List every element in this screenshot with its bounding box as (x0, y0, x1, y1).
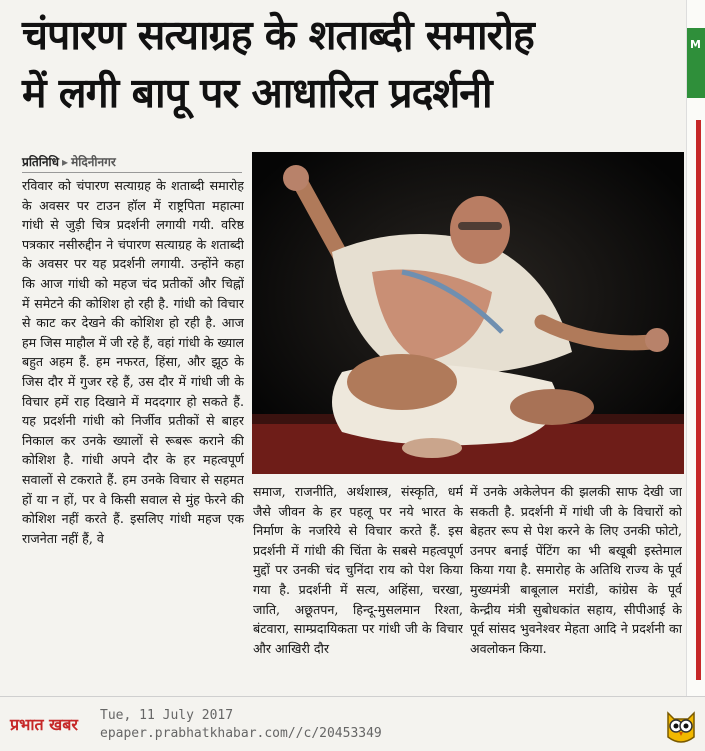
byline (22, 153, 116, 170)
footer-meta (100, 707, 382, 743)
arrow-right-icon: ▸ (62, 155, 69, 169)
article-column-1: रविवार को चंपारण सत्याग्रह के शताब्दी समारोह के अवसर पर टाउन हॉल में राष्ट्रपिता महात्मा गांधी से जुड़ी चित्र प्रदर्शनी लगायी गयी. वरिष्ठ पत्रकार नसीरुद्दीन ने चंपारण सत्याग्रह के शताब्दी के अवसर पर यह प्रदर्शनी लगायी. उन्होंने कहा कि आज गांधी को महज चंद प्रतीकों और चिह्नों में समेटने की कोशिश हो रही है. गांधी को विचार से काट कर देखने की कोशिश हो रही है. आज हम जिस माहौल में जी रहे हैं, वहां गांधी के ख्याल बहुत अहम हैं. हम नफरत, हिंसा, और झूठ के जिस दौर में गुजर रहे हैं, उस दौर में गांधी जी के विचार हमें राह दिखाने में मददगार हो सकते हैं. यह प्रदर्शनी गांधी को निर्जीव प्रतीकों से बाहर निकाल कर उनके ख्यालों से रूबरू कराने की कोशिश है. गांधी अपने दौर के हर महत्वपूर्ण सवालों से टकराते हैं. हम उनके विचार से सहमत हों या न हों, पर वे किसी सवाल से मुंह फेरने की कोशिश नहीं करते हैं. इसलिए गांधी महज एक राजनेता नहीं हैं, वे (22, 178, 244, 546)
strip-letter: M (690, 38, 701, 51)
headline-line-2: में लगी बापू पर आधारित प्रदर्शनी (22, 69, 492, 117)
adjacent-page-strip (686, 0, 705, 750)
edition-date: Tue, 11 July 2017 (100, 708, 234, 723)
byline-divider (22, 172, 242, 173)
logo-text: प्रभात खबर (10, 715, 78, 734)
gandhi-performance-photo (252, 152, 684, 474)
byline-place: मेदिनीनगर (71, 155, 116, 169)
article-column-3: में उनके अकेलेपन की झलकी साफ देखी जा सकती है. प्रदर्शनी में गांधी जी के विचारों को बेहतर रूप से पेश करने के लिए उनकी फोटो, उनपर बनाई पेंटिंग का भी बखूबी इस्तेमाल किया गया है. समारोह के अतिथि राज्य के पूर्व मुख्यमंत्री बाबूलाल मरांडी, कांग्रेस के पूर्व केन्द्रीय मंत्री सुबोधकांत सहाय, सीपीआई के पूर्व सांसद भुवनेश्वर मेहता आदि ने प्रदर्शनी का अवलोकन किया. (470, 484, 682, 656)
owl-icon[interactable] (664, 707, 698, 745)
red-stripe (696, 120, 701, 680)
headline-line-1: चंपारण सत्याग्रह के शताब्दी समारोह (22, 11, 534, 59)
prabhat-khabar-logo[interactable] (10, 713, 78, 735)
epaper-url[interactable]: epaper.prabhatkhabar.com//c/20453349 (100, 726, 382, 741)
epaper-footer (0, 696, 705, 751)
byline-author: प्रतिनिधि (22, 155, 60, 169)
headline (22, 6, 682, 122)
article-column-2: समाज, राजनीति, अर्थशास्त्र, संस्कृति, धर्म जैसे जीवन के हर पहलू पर नये भारत के निर्माण के नजरिये से विचार करते हैं. इस प्रदर्शनी में गांधी की चिंता के सबसे महत्वपूर्ण मुद्दों पर उनकी चंद चुनिंदा राय को पेश किया गया है. प्रदर्शनी में सत्य, अहिंसा, चरखा, जाति, अछूतपन, हिन्दू-मुसलमान रिश्ता, बंटवारा, साम्प्रदायिकता पर गांधी जी के विचार और आखिरी दौर (253, 484, 463, 656)
